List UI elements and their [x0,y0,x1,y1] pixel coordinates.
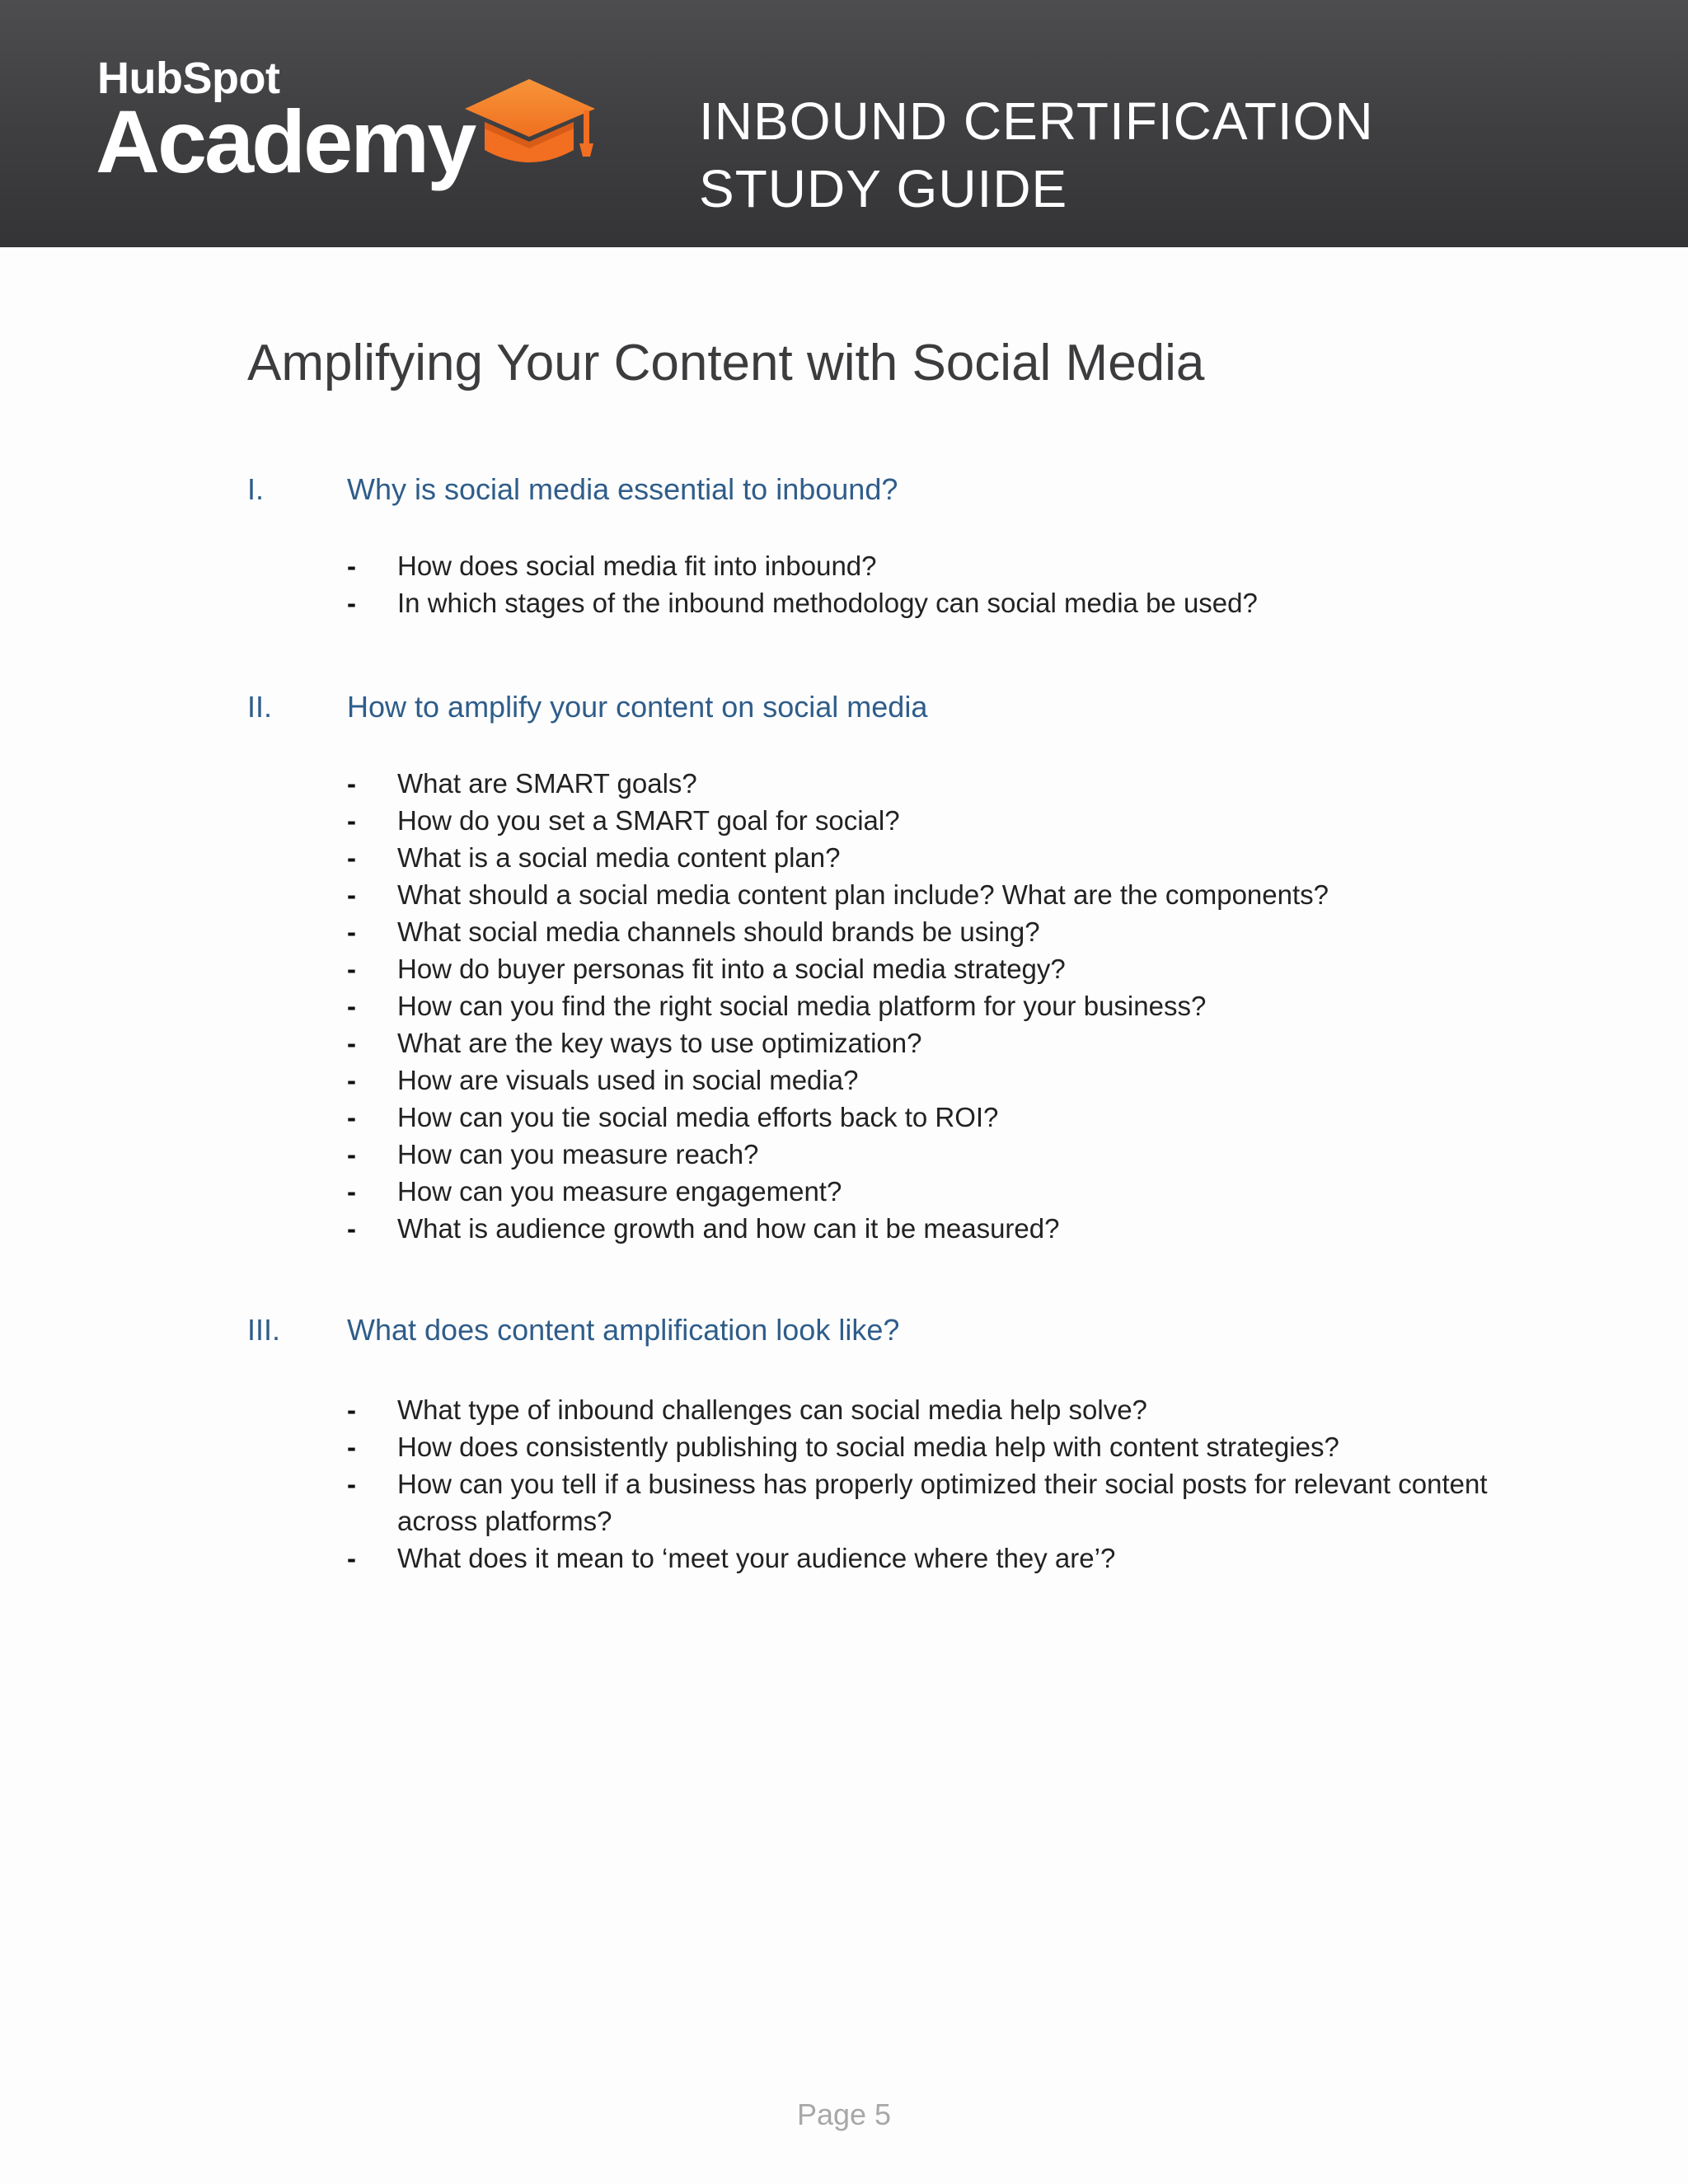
list-item [347,584,1526,621]
page-title: Amplifying Your Content with Social Media [247,335,1205,391]
list-item [347,1428,1526,1465]
list-item [347,802,1526,839]
list-item [347,1465,1526,1540]
question-text: How does consistently publishing to social media help with content strategies? [397,1432,1339,1462]
list-item [347,1062,1526,1099]
question-text: How can you find the right social media platform for your business? [397,991,1207,1021]
list-item [347,913,1526,950]
list-item [347,1099,1526,1136]
list-item [347,1136,1526,1173]
question-text: What social media channels should brands be using? [397,916,1040,947]
question-text: How can you measure engagement? [397,1176,842,1207]
bullet-dash: - [347,991,356,1021]
header-title-line1: INBOUND CERTIFICATION [699,91,1374,151]
list-item [347,1024,1526,1062]
list-item [347,765,1526,802]
bullet-dash: - [347,1065,356,1095]
bullet-dash: - [347,768,356,799]
header-title-line2: STUDY GUIDE [699,159,1068,218]
question-text: What are SMART goals? [397,768,697,799]
list-item [347,1210,1526,1247]
section-number: III. [247,1313,281,1347]
bullet-dash: - [347,805,356,836]
bullet-dash: - [347,916,356,947]
question-text: What type of inbound challenges can social media help solve? [397,1394,1147,1425]
question-text: In which stages of the inbound methodology can social media be used? [397,588,1258,618]
bullet-dash: - [347,1394,356,1425]
bullet-dash: - [347,879,356,910]
list-item [347,1391,1526,1428]
section-title: Why is social media essential to inbound? [347,472,898,506]
question-text: What are the key ways to use optimization? [397,1028,922,1058]
question-list-3 [347,1391,1526,1577]
list-item [347,547,1526,584]
question-list-1 [347,547,1526,621]
graduation-cap-icon [460,74,600,173]
bullet-dash: - [347,1102,356,1132]
bullet-dash: - [347,1028,356,1058]
question-list-2 [347,765,1526,1247]
list-item [347,1540,1526,1577]
bullet-dash: - [347,1432,356,1462]
list-item [347,987,1526,1024]
question-text: How do buyer personas fit into a social media strategy? [397,954,1066,984]
list-item [347,839,1526,876]
bullet-dash: - [347,1213,356,1244]
question-text: How are visuals used in social media? [397,1065,859,1095]
question-text: What does it mean to ‘meet your audience where they are’? [397,1543,1116,1573]
section-number: II. [247,690,273,724]
bullet-dash: - [347,1139,356,1169]
logo-academy-text: Academy [96,91,475,191]
header-title [699,87,1374,223]
question-text: How can you tie social media efforts back to ROI? [397,1102,999,1132]
question-text: What is a social media content plan? [397,842,841,873]
section-title: How to amplify your content on social media [347,690,928,724]
section-title: What does content amplification look like? [347,1313,900,1347]
question-text: What is audience growth and how can it be measured? [397,1213,1060,1244]
logo-hubspot-text: HubSpot [97,54,280,103]
bullet-dash: - [347,1469,356,1499]
question-text: What should a social media content plan include? What are the components? [397,879,1329,910]
question-text: How does social media fit into inbound? [397,551,877,581]
question-text: How do you set a SMART goal for social? [397,805,900,836]
bullet-dash: - [347,551,356,581]
list-item [347,950,1526,987]
question-text: How can you tell if a business has properly optimized their social posts for relevant content across platforms? [397,1469,1488,1536]
page-header [0,0,1688,247]
section-number: I. [247,472,265,506]
bullet-dash: - [347,954,356,984]
bullet-dash: - [347,1543,356,1573]
list-item [347,876,1526,913]
bullet-dash: - [347,1176,356,1207]
list-item [347,1173,1526,1210]
page-number: Page 5 [796,2097,892,2131]
question-text: How can you measure reach? [397,1139,759,1169]
bullet-dash: - [347,588,356,618]
bullet-dash: - [347,842,356,873]
